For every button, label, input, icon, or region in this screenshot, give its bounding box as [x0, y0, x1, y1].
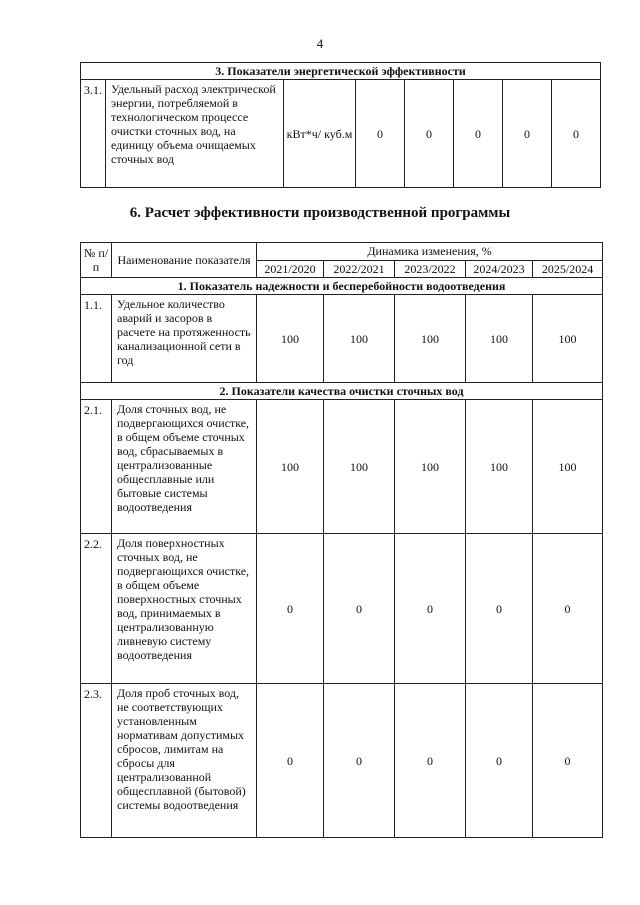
value-cell: 0	[466, 534, 533, 684]
column-header-year: 2025/2024	[533, 260, 603, 278]
value-cell: 0	[257, 684, 324, 838]
value-cell: 100	[324, 295, 395, 383]
column-header-dynamics: Динамика изменения, %	[257, 243, 603, 261]
value-cell: 100	[466, 295, 533, 383]
column-header-year: 2023/2022	[395, 260, 466, 278]
column-header-number: № п/п	[81, 243, 112, 278]
indicator-name: Доля поверхностных сточных вод, не подвергающихся очистке, в общем объеме поверхностных сточных вод, принимаемых в централизованную ливневую систему водоотведения	[112, 534, 257, 684]
value-cell: 100	[257, 400, 324, 534]
value-cell: 0	[533, 534, 603, 684]
column-header-name: Наименование показателя	[112, 243, 257, 278]
table-row	[81, 80, 601, 188]
column-header-year: 2021/2020	[257, 260, 324, 278]
value-cell: 0	[395, 534, 466, 684]
section-title-reliability: 1. Показатель надежности и бесперебойности водоотведения	[81, 278, 603, 295]
value-cell: 0	[395, 684, 466, 838]
value-cell: 100	[324, 400, 395, 534]
section-title-energy: 3. Показатели энергетической эффективности	[81, 63, 601, 80]
indicator-name: Доля сточных вод, не подвергающихся очистке, в общем объеме сточных вод, сбрасываемых в централизованные общесплавные или бытовые системы водоотведения	[112, 400, 257, 534]
unit-cell: кВт*ч/ куб.м	[284, 80, 356, 188]
column-header-year: 2024/2023	[466, 260, 533, 278]
value-cell: 0	[552, 80, 601, 188]
value-cell: 0	[324, 534, 395, 684]
value-cell: 100	[395, 295, 466, 383]
value-cell: 0	[257, 534, 324, 684]
page-number: 4	[316, 36, 324, 51]
row-number: 1.1.	[81, 295, 112, 383]
value-cell: 100	[395, 400, 466, 534]
row-number: 2.2.	[81, 534, 112, 684]
row-number: 2.1.	[81, 400, 112, 534]
value-cell: 0	[324, 684, 395, 838]
value-cell: 0	[503, 80, 552, 188]
table-header-row	[81, 243, 603, 261]
row-number: 2.3.	[81, 684, 112, 838]
table-row	[81, 400, 603, 534]
value-cell: 0	[356, 80, 405, 188]
energy-efficiency-table	[80, 62, 601, 188]
value-cell: 0	[454, 80, 503, 188]
indicator-name: Удельный расход электрической энергии, потребляемой в технологическом процессе очистки сточных вод, на единицу объема очищаемых сточных вод	[106, 80, 284, 188]
row-number: 3.1.	[81, 80, 106, 188]
value-cell: 0	[533, 684, 603, 838]
table-row	[81, 534, 603, 684]
value-cell: 100	[533, 295, 603, 383]
value-cell: 100	[466, 400, 533, 534]
value-cell: 100	[257, 295, 324, 383]
value-cell: 0	[466, 684, 533, 838]
section-row	[81, 383, 603, 400]
column-header-year: 2022/2021	[324, 260, 395, 278]
section-heading: 6. Расчет эффективности производственной программы	[129, 205, 511, 221]
value-cell: 100	[533, 400, 603, 534]
section-row	[81, 278, 603, 295]
efficiency-table	[80, 242, 603, 838]
table-row	[81, 684, 603, 838]
indicator-name: Доля проб сточных вод, не соответствующих установленным нормативам допустимых сбросов, лимитам на сбросы для централизованной общесплавной (бытовой) системы водоотведения	[112, 684, 257, 838]
table-row	[81, 295, 603, 383]
section-title-quality: 2. Показатели качества очистки сточных вод	[81, 383, 603, 400]
value-cell: 0	[405, 80, 454, 188]
indicator-name: Удельное количество аварий и засоров в расчете на протяженность канализационной сети в год	[112, 295, 257, 383]
